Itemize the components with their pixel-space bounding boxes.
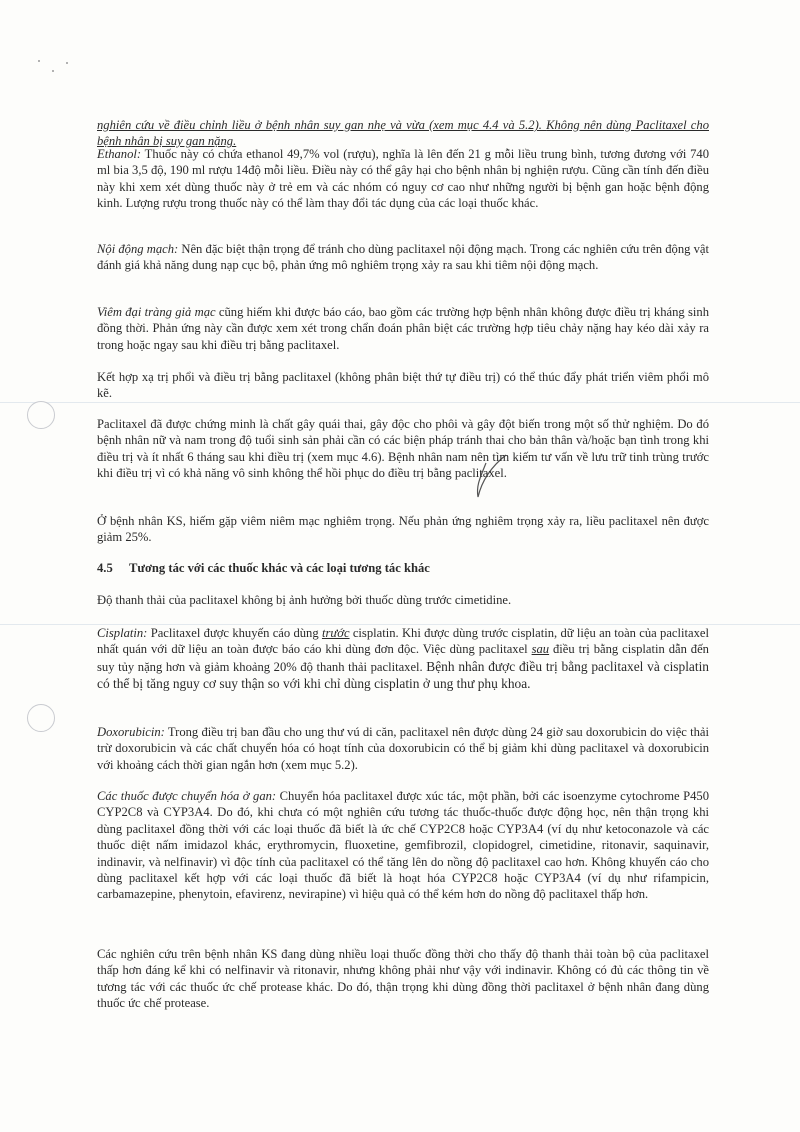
- cimetidine-text: Độ thanh thải của paclitaxel không bị ảnh hưởng bởi thuốc dùng trước cimetidine.: [97, 593, 512, 607]
- cisplatin-after: sau: [531, 642, 550, 657]
- radio-lung-text: Kết hợp xạ trị phổi và điều trị bằng paclitaxel (không phân biệt thứ tự điều trị) có thể thúc đẩy phát triển viêm phổi mô kẽ.: [97, 370, 709, 401]
- cimetidine-paragraph: [97, 592, 709, 608]
- doxorubicin-label: Doxorubicin:: [97, 725, 165, 739]
- cisplatin-text-3: điều trị bằng cisplatin dẫn đến suy tủy nặng hơn và giảm khoảng 20% độ thanh thải paclitaxel.: [97, 642, 709, 674]
- cisplatin-text-4: Bệnh nhân được điều trị bằng paclitaxel và cisplatin có thể bị tăng nguy cơ suy thận so với khi chỉ dùng cisplatin ở ung thư phụ khoa.: [97, 658, 709, 692]
- ks-text: Ở bệnh nhân KS, hiếm gặp viêm niêm mạc nghiêm trọng. Nếu phản ứng nghiêm trọng xảy ra, liều paclitaxel nên được giảm 25%.: [97, 514, 709, 545]
- hepatic-text: Chuyển hóa paclitaxel được xúc tác, một phần, bởi các isoenzyme cytochrome P450 CYP2C8 và CYP3A4. Do đó, khi chưa có một nghiên cứu tương tác thuốc-thuốc được động học, nên thận trọng khi dùng paclitaxel đồng thời với các loại thuốc đã biết là ức chế CYP2C8 hoặc CYP3A4 (ví dụ như ketoconazole và các thuốc diệt nấm imidazol khác, erythromycin, fluoxetine, gemfibrozil, clopidogrel, cimetidine, ritonavir, saquinavir, indinavir, và nelfinavir) vì độc tính của paclitaxel có thể tăng lên do nồng độ paclitaxel cao hơn. Không khuyến cáo cho dùng paclitaxel kết hợp với các loại thuốc đã biết là hoạt hóa CYP2C8 hoặc CYP3A4 (ví dụ như rifampicin, carbamazepine, phenytoin, efavirenz, nevirapine) vì hiệu quả có thể kém hơn do nồng độ paclitaxel thấp hơn.: [97, 789, 709, 902]
- ks-study-paragraph: [97, 946, 709, 1012]
- cisplatin-before: trước: [321, 626, 350, 640]
- teratogen-text: Paclitaxel đã được chứng minh là chất gây quái thai, gây độc cho phôi và gây đột biến trong một số thử nghiệm. Do đó bệnh nhân nữ và nam trong độ tuổi sinh sản phải cần có các biện pháp tránh thai cho bản thân và/hoặc bạn tình trong khi điều trị và ít nhất 6 tháng sau khi điều trị (xem mục 4.6). Bệnh nhân nam nên tìm kiếm tư vấn về lưu trữ tinh trùng trước khi điều trị vì có khả năng vô sinh không thể hồi phục do điều trị bằng paclitaxel.: [97, 417, 709, 481]
- ks-paragraph: [97, 513, 709, 546]
- cisplatin-paragraph: [97, 625, 709, 693]
- intra-arterial-paragraph: [97, 241, 709, 274]
- cisplatin-text-2: cisplatin. Khi được dùng trước cisplatin, dữ liệu an toàn của paclitaxel nhất quán với dữ liệu an toàn được báo cáo khi dùng đơn độc. Việc dùng paclitaxel: [97, 626, 709, 657]
- ethanol-paragraph: [97, 146, 709, 212]
- colitis-label: Viêm đại tràng giả mạc: [97, 305, 216, 319]
- intra-arterial-label: Nội động mạch:: [97, 242, 179, 256]
- teratogen-paragraph: [97, 416, 709, 482]
- section-heading: [97, 560, 709, 576]
- intra-arterial-text: Nên đặc biệt thận trọng để tránh cho dùng paclitaxel nội động mạch. Trong các nghiên cứu trên động vật đánh giá khả năng dung nạp cục bộ, phản ứng mô nghiêm trọng xảy ra sau khi tiêm nội động mạch.: [97, 242, 709, 273]
- hepatic-label: Các thuốc được chuyển hóa ở gan:: [97, 789, 277, 803]
- section-title: Tương tác với các thuốc khác và các loại tương tác khác: [129, 561, 430, 575]
- hepatic-paragraph: [97, 788, 709, 903]
- colitis-paragraph: [97, 304, 709, 353]
- doxorubicin-paragraph: [97, 724, 709, 773]
- colitis-text: cũng hiếm khi được báo cáo, bao gồm các trường hợp bệnh nhân không được điều trị kháng sinh đồng thời. Phản ứng này cần được xem xét trong chẩn đoán phân biệt các trường hợp tiêu chảy nặng hay kéo dài xảy ra trong hoặc ngay sau khi điều trị bằng paclitaxel.: [97, 305, 709, 352]
- radio-lung-paragraph: [97, 369, 709, 402]
- cisplatin-label: Cisplatin:: [97, 626, 148, 640]
- cisplatin-text-1: Paclitaxel được khuyến cáo dùng: [147, 626, 322, 640]
- continuation-text-a: nghiên cứu về điều chỉnh liều ở bệnh nhân suy gan nhẹ và vừa (xem mục 4.4 và 5.2).: [97, 118, 547, 132]
- continuation-paragraph: [97, 117, 709, 150]
- continuation-text-b: Không nên dùng Paclitaxel cho bệnh nhân bị suy gan nặng.: [97, 118, 709, 149]
- section-number: 4.5: [97, 561, 113, 575]
- doxorubicin-text: Trong điều trị ban đầu cho ung thư vú di căn, paclitaxel nên được dùng 24 giờ sau doxorubicin do việc thải trừ doxorubicin và các chất chuyển hóa có hoạt tính của doxorubicin có thể bị giảm khi dùng paclitaxel và doxorubicin với khoảng cách thời gian ngắn hơn (xem mục 5.2).: [97, 725, 709, 772]
- ks-study-text: Các nghiên cứu trên bệnh nhân KS đang dùng nhiều loại thuốc đồng thời cho thấy độ thanh thải toàn bộ của paclitaxel thấp hơn đáng kể khi có nelfinavir và ritonavir, nhưng không phải như vậy với indinavir. Không có đủ các thông tin về tương tác với các thuốc ức chế protease khác. Do đó, thận trọng khi dùng đồng thời paclitaxel ở bệnh nhân đang dùng thuốc ức chế protease.: [97, 947, 709, 1011]
- ethanol-label: Ethanol:: [97, 147, 142, 161]
- ethanol-text: Thuốc này có chứa ethanol 49,7% vol (rượu), nghĩa là lên đến 21 g mỗi liều trung bình, tương đương với 740 ml bia 3,5 độ, 190 ml rượu 14độ mỗi liều. Điều này có thể gây hại cho bệnh nhân bị nghiện rượu. Cũng cần tính đến điều này khi xem xét dùng thuốc này ở trẻ em và các nhóm có nguy cơ cao như những người bị bệnh gan hoặc bệnh động kinh. Lượng rượu trong thuốc này có thể làm thay đổi tác dụng của các loại thuốc khác.: [97, 147, 709, 211]
